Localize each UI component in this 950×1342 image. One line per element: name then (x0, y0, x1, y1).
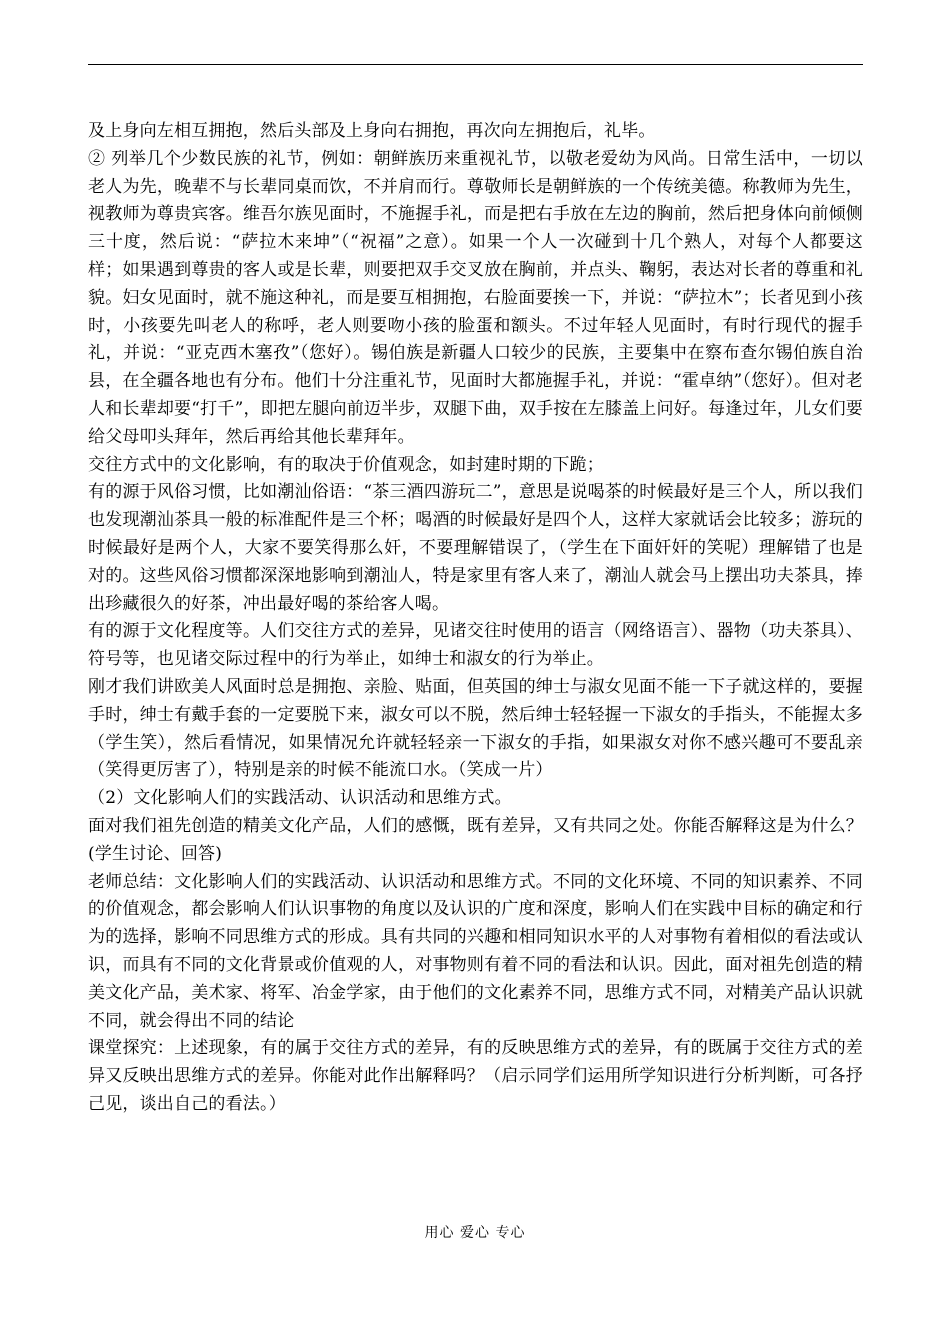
paragraph-education-influence: 有的源于文化程度等。人们交往方式的差异，见诸交往时使用的语言（网络语言）、器物（功夫茶具）、符号等，也见诸交际过程中的行为举止，如绅士和淑女的行为举止。 (88, 621, 863, 670)
document-body (88, 118, 863, 1119)
paragraph-customs-influence: 有的源于风俗习惯，比如潮汕俗语：“茶三酒四游玩二”，意思是说喝茶的时候最好是三个人，所以我们也发现潮汕茶具一般的标准配件是三个杯；喝酒的时候最好是四个人，这样大家就话会比较多；游玩的时候最好是两个人，大家不要笑得那么奸，不要理解错误了，（学生在下面奸奸的笑呢）理解错了也是对的。这些风俗习惯都深深地影响到潮汕人，特是家里有客人来了，潮汕人就会马上摆出功夫茶具，捧出珍藏很久的好茶，冲出最好喝的茶给客人喝。 (88, 482, 863, 614)
paragraph-teacher-summary: 老师总结：文化影响人们的实践活动、认识活动和思维方式。不同的文化环境、不同的知识素养、不同的价值观念，都会影响人们认识事物的角度以及认识的广度和深度，影响人们在实践中目标的确定和行为的选择，影响不同思维方式的形成。具有共同的兴趣和相同知识水平的人对事物有着相似的看法或认识，而具有不同的文化背景或价值观的人，对事物则有着不同的看法和认识。因此，面对祖先创造的精美文化产品，美术家、将军、冶金学家，由于他们的文化素养不同，思维方式不同，对精美产品认识就不同，就会得出不同的结论 (88, 871, 863, 1031)
paragraph-values-influence: 交往方式中的文化影响，有的取决于价值观念，如封建时期的下跪； (88, 454, 604, 475)
section-heading-2: （2）文化影响人们的实践活动、认识活动和思维方式。 (88, 788, 512, 809)
header-rule (88, 64, 863, 65)
paragraph-gentleman-lady: 刚才我们讲欧美人风面时总是拥抱、亲脸、贴面，但英国的绅士与淑女见面不能一下子就这样的，要握手时，绅士有戴手套的一定要脱下来，淑女可以不脱，然后绅士轻轻握一下淑女的手指头，不能握太多（学生笑），然后看情况，如果情况允许就轻轻亲一下淑女的手指，如果淑女对你不感兴趣可不要乱亲（笑得更厉害了），特别是亲的时候不能流口水。（笑成一片） (88, 676, 863, 781)
paragraph-minority-etiquette: ② 列举几个少数民族的礼节，例如：朝鲜族历来重视礼节，以敬老爱幼为风尚。日常生活中，一切以老人为先，晚辈不与长辈同桌而饮，不并肩而行。尊敬师长是朝鲜族的一个传统美德。称教师为先生，视教师为尊贵宾客。维吾尔族见面时，不施握手礼，而是把右手放在左边的胸前，然后把身体向前倾侧三十度，然后说：“萨拉木来坤”（“祝福”之意）。如果一个人一次碰到十几个熟人，对每个人都要这样；如果遇到尊贵的客人或是长辈，则要把双手交叉放在胸前，并点头、鞠躬，表达对长者的尊重和礼貌。妇女见面时，就不施这种礼，而是要互相拥抱，右脸面要挨一下，并说：“萨拉木”；长者见到小孩时，小孩要先叫老人的称呼，老人则要吻小孩的脸蛋和额头。不过年轻人见面时，有时行现代的握手礼，并说：“亚克西木塞孜”（您好）。锡伯族是新疆人口较少的民族，主要集中在察布查尔锡伯族自治县，在全疆各地也有分布。他们十分注重礼节，见面时大都施握手礼，并说：“霍卓纳”（您好）。但对老人和长辈却要“打千”，即把左腿向前迈半步，双腿下曲，双手按在左膝盖上问好。每逢过年，儿女们要给父母叩头拜年，然后再给其他长辈拜年。 (88, 148, 863, 447)
page-footer: 用心 爱心 专心 (424, 1225, 526, 1241)
paragraph-question: 面对我们祖先创造的精美文化产品，人们的感慨，既有差异，又有共同之处。你能否解释这是为什么？(学生讨论、回答) (88, 815, 863, 864)
paragraph-embrace-ending: 及上身向左相互拥抱，然后头部及上身向右拥抱，再次向左拥抱后，礼毕。 (88, 121, 656, 141)
paragraph-class-inquiry: 课堂探究：上述现象，有的属于交往方式的差异，有的反映思维方式的差异，有的既属于交往方式的差异又反映出思维方式的差异。你能对此作出解释吗？（启示同学们运用所学知识进行分析判断，可各抒己见，谈出自己的看法。） (88, 1038, 863, 1114)
